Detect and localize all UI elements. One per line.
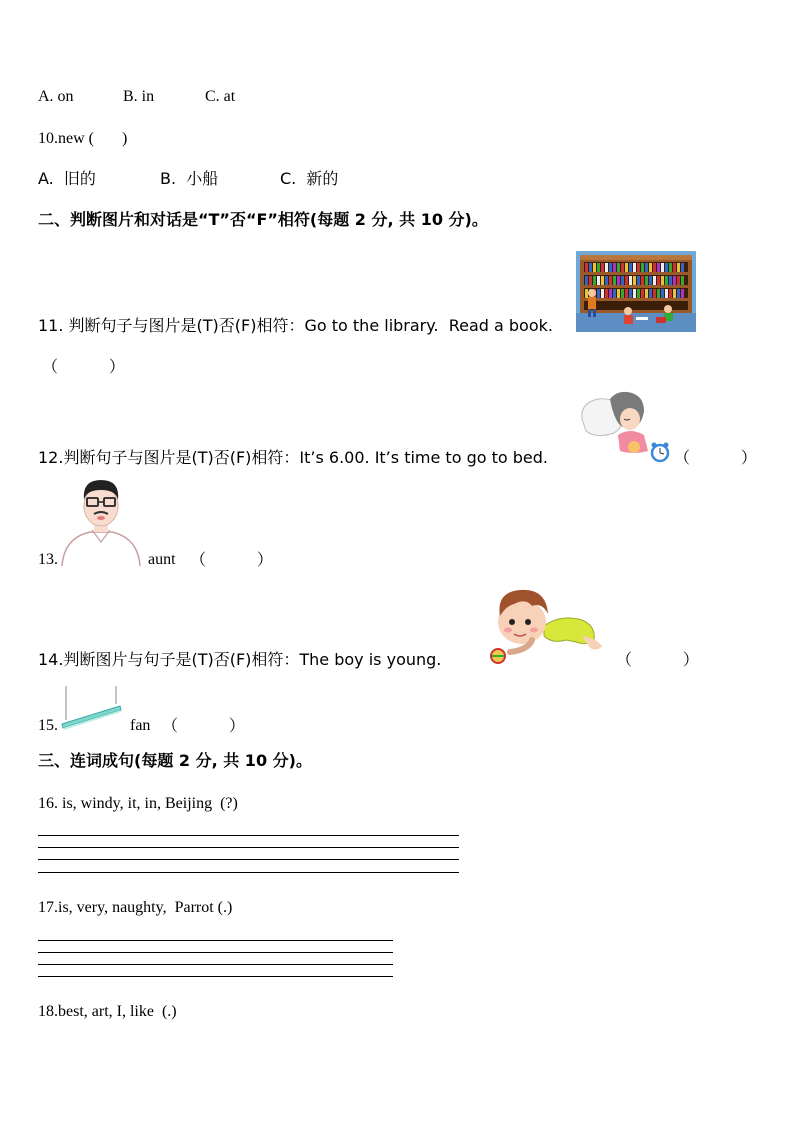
q16-words: 16. is, windy, it, in, Beijing (?) — [38, 795, 238, 812]
q12-answer-blank[interactable]: （ ） — [674, 448, 757, 467]
crawling-baby-picture — [486, 586, 606, 666]
q10-option-c: C. 新的 — [280, 169, 339, 188]
q10-option-b: B. 小船 — [160, 169, 219, 188]
q9-option-c: C. at — [205, 88, 236, 105]
q14-answer-blank[interactable]: （ ） — [616, 650, 699, 669]
q17-answer-line-3[interactable] — [38, 964, 393, 965]
q9-option-a: A. on — [38, 88, 74, 105]
q16-answer-line-1[interactable] — [38, 835, 459, 836]
q15-answer-blank[interactable]: （ ） — [162, 716, 245, 735]
q18-words: 18.best, art, I, like (.) — [38, 1003, 177, 1020]
q13-number: 13. — [38, 551, 58, 568]
q10-prompt: 10.new ( ) — [38, 130, 128, 147]
library-picture — [576, 251, 696, 332]
q15-number: 15. — [38, 717, 58, 734]
ceiling-fan-light-picture — [60, 684, 122, 732]
q17-answer-line-1[interactable] — [38, 940, 393, 941]
q11-sentence: 11. 判断句子与图片是(T)否(F)相符：Go to the library. Read a book. — [38, 316, 553, 335]
q11-answer-blank[interactable]: （ ） — [42, 357, 125, 376]
q14-sentence: 14.判断图片与句子是(T)否(F)相符：The boy is young. — [38, 650, 442, 669]
q17-words: 17.is, very, naughty, Parrot (.) — [38, 899, 233, 916]
q10-option-a: A. 旧的 — [38, 169, 96, 188]
q12-sentence: 12.判断句子与图片是(T)否(F)相符：It’s 6.00. It’s time to go to bed. — [38, 448, 548, 467]
section-3-heading: 三、连词成句(每题 2 分, 共 10 分)。 — [38, 751, 312, 770]
q9-option-b: B. in — [123, 88, 155, 105]
section-2-heading: 二、判断图片和对话是“T”否“F”相符(每题 2 分, 共 10 分)。 — [38, 210, 488, 229]
q13-answer-blank[interactable]: （ ） — [190, 550, 273, 569]
q16-answer-line-4[interactable] — [38, 872, 459, 873]
sleeping-girl-picture — [578, 389, 674, 465]
q17-answer-line-4[interactable] — [38, 976, 393, 977]
man-with-glasses-picture — [60, 474, 142, 568]
q17-answer-line-2[interactable] — [38, 952, 393, 953]
q13-word: aunt — [148, 551, 176, 568]
q16-answer-line-3[interactable] — [38, 859, 459, 860]
q16-answer-line-2[interactable] — [38, 847, 459, 848]
q15-word: fan — [130, 717, 151, 734]
